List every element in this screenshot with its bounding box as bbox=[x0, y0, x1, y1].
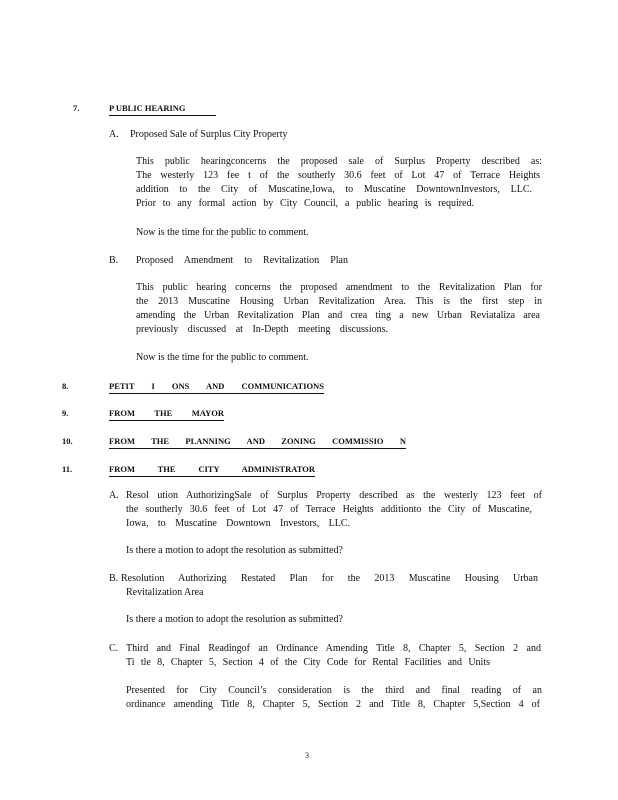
item-number: 9. bbox=[62, 408, 69, 418]
paragraph-line: addition to the City of Muscatine,Iowa, to Muscatine DowntownInvestors, LLC. bbox=[136, 184, 532, 195]
sub-item-title-surplus-property: Proposed Sale of Surplus City Property bbox=[130, 129, 288, 140]
section-heading-petitions: PETIT I ONS AND COMMUNICATIONS bbox=[109, 380, 324, 394]
paragraph-line: This public hearingconcerns the proposed sale of Surplus Property described as: bbox=[136, 156, 542, 167]
sub-item-title-line: Third and Final Readingof an Ordinance Amending Title 8, Chapter 5, Section 2 and bbox=[126, 643, 541, 654]
sub-item-letter: A. bbox=[109, 129, 119, 140]
sub-item-title-line: Ti tle 8, Chapter 5, Section 4 of the City Code for Rental Facilities and Units bbox=[126, 657, 490, 668]
section-heading-city-administrator: FROM THE CITY ADMINISTRATOR bbox=[109, 463, 315, 477]
sub-item-title-line: Resol ution AuthorizingSale of Surplus Property described as the westerly 123 feet of bbox=[126, 490, 542, 501]
sub-item-title-line: the southerly 30.6 feet of Lot 47 of Terrace Heights additionto the City of Muscatine, bbox=[126, 504, 532, 515]
page-number: 3 bbox=[305, 751, 309, 760]
public-comment-prompt: Now is the time for the public to comment. bbox=[136, 352, 309, 363]
sub-item-title-line: Revitalization Area bbox=[126, 587, 204, 598]
item-number: 10. bbox=[62, 436, 73, 446]
paragraph-line: previously discussed at In-Depth meeting discussions. bbox=[136, 324, 388, 335]
sub-item-letter: A. bbox=[109, 490, 119, 501]
item-number: 7. bbox=[73, 103, 80, 113]
sub-item-title-revitalization-plan: Proposed Amendment to Revitalization Plan bbox=[136, 255, 348, 266]
item-number: 8. bbox=[62, 381, 69, 391]
motion-question: Is there a motion to adopt the resolution as submitted? bbox=[126, 614, 343, 625]
sub-item-title-line: Iowa, to Muscatine Downtown Investors, LLC. bbox=[126, 518, 350, 529]
paragraph-line: The westerly 123 fee t of the southerly 30.6 feet of Lot 47 of Terrace Heights bbox=[136, 170, 540, 181]
section-heading-planning-zoning: FROM THE PLANNING AND ZONING COMMISSIO N bbox=[109, 435, 406, 449]
paragraph-line: This public hearing concerns the proposed amendment to the Revitalization Plan for bbox=[136, 282, 542, 293]
section-heading-public-hearing: P UBLIC HEARING bbox=[109, 102, 216, 116]
paragraph-line: ordinance amending Title 8, Chapter 5, Section 2 and Title 8, Chapter 5,Section 4 of bbox=[126, 699, 540, 710]
public-comment-prompt: Now is the time for the public to comment. bbox=[136, 227, 309, 238]
sub-item-letter: B. bbox=[109, 255, 119, 266]
sub-item-title-line: Resolution Authorizing Restated Plan for the 2013 Muscatine Housing Urban bbox=[121, 573, 538, 584]
paragraph-line: Presented for City Council’s consideration is the third and final reading of an bbox=[126, 685, 542, 696]
section-heading-mayor: FROM THE MAYOR bbox=[109, 407, 224, 421]
motion-question: Is there a motion to adopt the resolution as submitted? bbox=[126, 545, 343, 556]
paragraph-line: Prior to any formal action by City Council, a public hearing is required. bbox=[136, 198, 474, 209]
item-number: 11. bbox=[62, 464, 73, 474]
paragraph-line: amending the Urban Revitalization Plan and crea ting a new Urban Reviataliza area bbox=[136, 310, 540, 321]
sub-item-letter: C. bbox=[109, 643, 119, 654]
sub-item-letter: B. bbox=[109, 573, 119, 584]
paragraph-line: the 2013 Muscatine Housing Urban Revitalization Area. This is the first step in bbox=[136, 296, 542, 307]
